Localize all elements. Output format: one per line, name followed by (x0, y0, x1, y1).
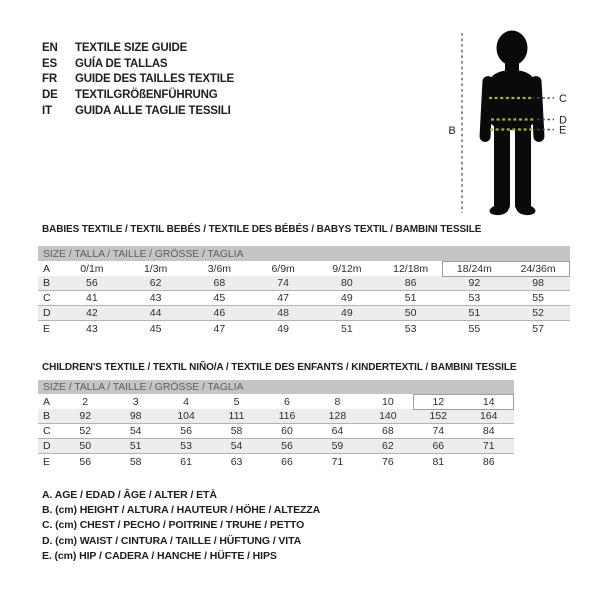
table-cell: 98 (129, 410, 142, 422)
row-letter: A (43, 262, 51, 275)
legend-item: A. AGE / EDAD / ÂGE / ALTER / ETÀ (42, 488, 217, 501)
babies-table (38, 246, 570, 336)
size-header-bar: SIZE / TALLA / TAILLE / GRÖSSE / TAGLIA (38, 246, 570, 261)
table-cell: 12 (432, 395, 445, 408)
table-cell: 47 (277, 292, 289, 304)
table-cell: 2 (82, 395, 89, 408)
table-cell: 5 (233, 395, 240, 408)
table-cell: 53 (180, 440, 192, 452)
table-cell: 56 (86, 277, 98, 289)
table-cell: 42 (86, 307, 98, 319)
table-cell: 50 (79, 440, 92, 452)
table-cell: 62 (382, 440, 394, 452)
measurement-diagram (430, 12, 598, 227)
table-cell: 68 (382, 425, 394, 437)
children-table-title: CHILDREN'S TEXTILE / TEXTIL NIÑO/A / TEXTILE DES ENFANTS / KINDERTEXTIL / BAMBINI TESSILE (42, 362, 517, 373)
table-cell: 55 (468, 322, 481, 335)
table-cell: 57 (532, 322, 544, 335)
row-letter: B (43, 410, 51, 422)
table-cell: 58 (230, 425, 243, 437)
language-text: GUÍA DE TALLAS (75, 57, 168, 70)
table-cell: 4 (183, 395, 190, 408)
legend-item: C. (cm) CHEST / PECHO / POITRINE / TRUHE / PETTO (42, 519, 305, 532)
table-cell: 24/36m (520, 262, 556, 275)
table-cell: 0/1m (80, 262, 104, 275)
table-cell: 53 (404, 322, 417, 335)
chest-label: C (559, 93, 567, 105)
language-code: DE (42, 88, 58, 101)
language-row (42, 56, 234, 72)
language-text: TEXTILE SIZE GUIDE (75, 41, 188, 54)
row-letter: E (43, 455, 51, 468)
table-row (38, 424, 514, 439)
language-row (42, 71, 234, 87)
table-cell: 84 (482, 425, 495, 437)
table-cell: 68 (213, 277, 226, 289)
language-text: GUIDE DES TAILLES TEXTILE (75, 73, 234, 86)
table-cell: 54 (230, 440, 243, 452)
child-silhouette-icon (430, 12, 598, 227)
row-letter: A (43, 395, 51, 408)
table-cell: 128 (328, 410, 347, 422)
language-text: TEXTILGRÖßENFÜHRUNG (75, 88, 218, 101)
table-cell: 74 (277, 277, 289, 289)
row-letter: D (43, 440, 51, 452)
table-cell: 59 (331, 440, 344, 452)
table-cell: 58 (129, 455, 142, 468)
table-cell: 104 (177, 410, 195, 422)
table-cell: 86 (404, 277, 417, 289)
table-cell: 60 (281, 425, 293, 437)
table-cell: 92 (468, 277, 481, 289)
table-cell: 74 (432, 425, 445, 437)
table-cell: 51 (404, 292, 417, 304)
table-cell: 55 (532, 292, 544, 304)
table-cell: 71 (331, 455, 344, 468)
table-cell: 81 (432, 455, 445, 468)
table-cell: 44 (149, 307, 162, 319)
table-cell: 49 (277, 322, 289, 335)
table-cell: 41 (86, 292, 98, 304)
table-cell: 52 (532, 307, 544, 319)
table-cell: 48 (277, 307, 289, 319)
table-cell: 63 (230, 455, 243, 468)
table-cell: 14 (482, 395, 495, 408)
table-cell: 76 (382, 455, 394, 468)
table-cell: 47 (213, 322, 226, 335)
row-letter: C (43, 425, 51, 437)
table-cell: 9/12m (332, 262, 362, 275)
table-cell: 66 (432, 440, 445, 452)
table-cell: 56 (180, 425, 192, 437)
highlight-box (413, 394, 514, 410)
table-cell: 49 (341, 292, 353, 304)
babies-table-title: BABIES TEXTILE / TEXTIL BEBÉS / TEXTILE DES BÉBÉS / BABYS TEXTIL / BAMBINI TESSILE (42, 224, 482, 235)
language-code: ES (42, 57, 57, 70)
table-cell: 54 (129, 425, 142, 437)
table-cell: 50 (404, 307, 417, 319)
table-cell: 80 (341, 277, 353, 289)
table-cell: 92 (79, 410, 92, 422)
table-cell: 56 (79, 455, 92, 468)
language-code: FR (42, 73, 57, 86)
table-cell: 111 (228, 410, 245, 422)
language-row (42, 87, 234, 103)
table-cell: 10 (382, 395, 394, 408)
language-code: IT (42, 104, 52, 117)
table-cell: 51 (129, 440, 142, 452)
legend-item: E. (cm) HIP / CADERA / HANCHE / HÜFTE / HIPS (42, 550, 277, 563)
table-cell: 43 (149, 292, 162, 304)
table-cell: 98 (532, 277, 544, 289)
table-cell: 51 (468, 307, 481, 319)
highlight-box (442, 261, 570, 277)
table-cell: 56 (281, 440, 293, 452)
table-cell: 49 (341, 307, 353, 319)
table-cell: 18/24m (456, 262, 492, 275)
table-cell: 6 (284, 395, 290, 408)
language-row (42, 40, 234, 56)
table-cell: 45 (149, 322, 162, 335)
table-row (38, 306, 570, 321)
table-cell: 43 (86, 322, 98, 335)
table-cell: 6/9m (271, 262, 295, 275)
table-cell: 51 (341, 322, 353, 335)
size-header-bar: SIZE / TALLA / TAILLE / GRÖSSE / TAGLIA (38, 380, 514, 394)
table-row (38, 454, 514, 469)
table-cell: 66 (281, 455, 293, 468)
table-cell: 152 (429, 410, 448, 422)
language-row (42, 103, 234, 119)
row-letter: E (43, 322, 51, 335)
legend-item: B. (cm) HEIGHT / ALTURA / HAUTEUR / HÖHE / ALTEZZA (42, 504, 321, 517)
table-cell: 140 (379, 410, 397, 422)
table-cell: 116 (278, 410, 296, 422)
table-cell: 46 (213, 307, 226, 319)
table-cell: 3 (132, 395, 139, 408)
table-cell: 52 (79, 425, 92, 437)
table-cell: 164 (479, 410, 498, 422)
table-cell: 86 (482, 455, 495, 468)
table-cell: 53 (468, 292, 481, 304)
language-code: EN (42, 41, 58, 54)
table-row (38, 276, 570, 291)
table-row (38, 439, 514, 454)
row-letter: B (43, 277, 51, 289)
table-cell: 1/3m (143, 262, 168, 275)
table-cell: 71 (482, 440, 495, 452)
children-table (38, 380, 514, 469)
height-label: B (448, 125, 456, 137)
table-row (38, 291, 570, 306)
table-cell: 62 (149, 277, 162, 289)
row-letter: C (43, 292, 51, 304)
measurement-legend (42, 487, 320, 564)
hip-label: E (559, 124, 567, 137)
language-list (42, 40, 234, 118)
row-letter: D (43, 307, 51, 319)
table-cell: 8 (334, 395, 341, 408)
table-cell: 3/6m (207, 262, 232, 275)
table-cell: 12/18m (393, 262, 429, 275)
table-cell: 64 (331, 425, 344, 437)
table-row (38, 409, 514, 424)
legend-item: D. (cm) WAIST / CINTURA / TAILLE / HÜFTUNG / VITA (42, 534, 302, 547)
language-text: GUIDA ALLE TAGLIE TESSILI (75, 104, 231, 117)
waist-label: D (559, 114, 567, 127)
table-cell: 61 (180, 455, 192, 468)
table-cell: 45 (213, 292, 226, 304)
table-row (38, 321, 570, 336)
